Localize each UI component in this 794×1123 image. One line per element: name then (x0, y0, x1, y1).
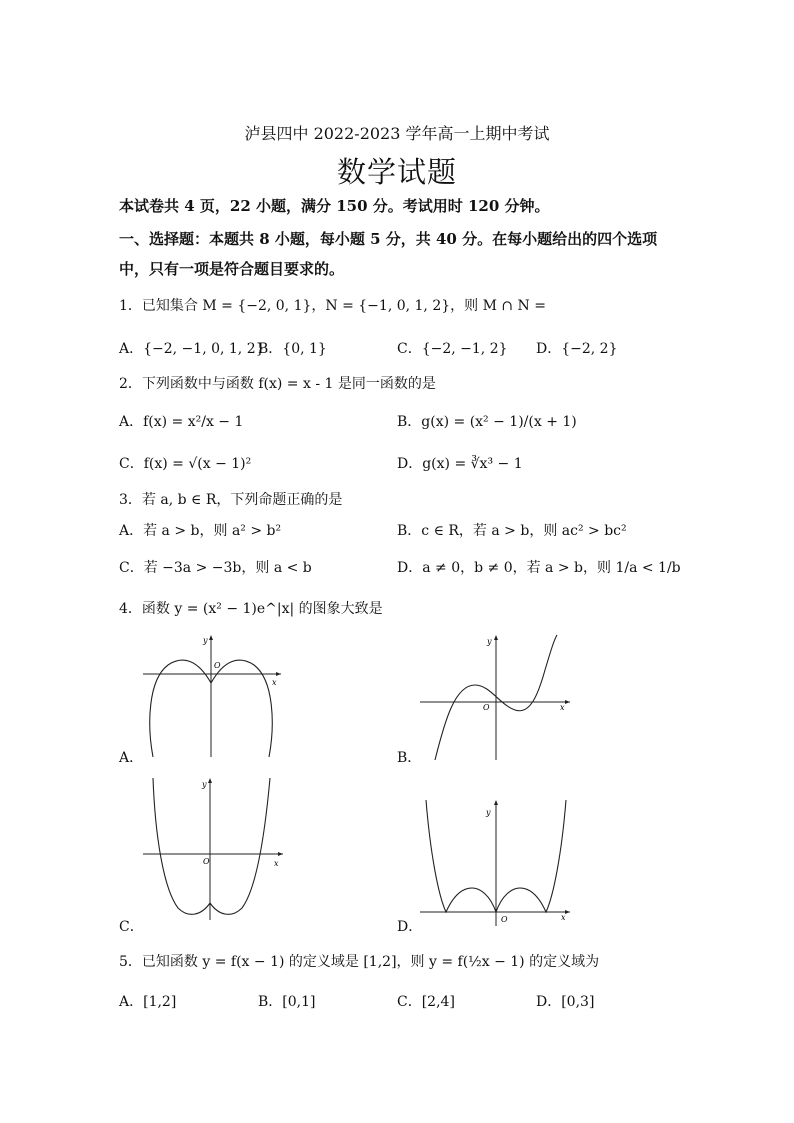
question-5-option-c: C．[2,4] (397, 994, 455, 1010)
exam-info: 本试卷共 4 页，22 小题，满分 150 分。考试用时 120 分钟。 (119, 197, 550, 215)
question-4-option-c: C． (119, 919, 144, 935)
question-5-option-d: D．[0,3] (536, 994, 595, 1010)
question-3-option-a: A．若 a > b，则 a² > b² (119, 523, 282, 539)
graph-a-origin-label: O (214, 661, 221, 670)
question-3-option-c: C．若 −3a > −3b，则 a < b (119, 560, 312, 576)
question-3-stem: 3．若 a, b ∈ R，下列命题正确的是 (119, 492, 343, 508)
section-heading-line1: 一、选择题：本题共 8 小题，每小题 5 分，共 40 分。在每小题给出的四个选项 (119, 230, 658, 248)
graph-b-origin-label: O (483, 703, 490, 712)
question-1-option-a: A．{−2, −1, 0, 1, 2} (119, 341, 265, 357)
question-2-option-d: D．g(x) = ∛x³ − 1 (397, 456, 523, 472)
graph-d-y-label: y (486, 808, 491, 817)
question-5-stem: 5．已知函数 y = f(x − 1) 的定义域是 [1,2]，则 y = f(½x − 1) 的定义域为 (119, 954, 600, 970)
graph-d-x-label: x (561, 913, 566, 922)
graph-b-x-label: x (560, 703, 565, 712)
question-4-stem: 4．函数 y = (x² − 1)e^|x| 的图象大致是 (119, 601, 383, 617)
question-3-option-b: B．c ∈ R，若 a > b，则 ac² > bc² (397, 523, 627, 539)
question-2-option-b: B．g(x) = (x² − 1)/(x + 1) (397, 414, 577, 430)
question-5-option-b: B．[0,1] (258, 994, 316, 1010)
question-2-option-a: A．f(x) = x²/x − 1 (119, 414, 244, 430)
graph-option-d (420, 800, 572, 926)
section-heading-line2: 中，只有一项是符合题目要求的。 (119, 260, 345, 278)
question-1-option-c: C．{−2, −1, 2} (397, 341, 508, 357)
question-4-option-d: D． (397, 919, 423, 935)
graph-a-x-label: x (272, 678, 277, 687)
graph-c-x-label: x (274, 859, 279, 868)
question-3-option-d: D．a ≠ 0，b ≠ 0，若 a > b，则 1/a < 1/b (397, 560, 681, 576)
graph-d-origin-label: O (501, 915, 508, 924)
subject-title: 数学试题 (336, 155, 457, 189)
graph-option-a (143, 635, 283, 757)
question-1-option-b: B．{0, 1} (258, 341, 327, 357)
question-5-option-a: A．[1,2] (119, 994, 177, 1010)
question-4-option-a: A． (119, 750, 144, 766)
graph-c-origin-label: O (203, 857, 210, 866)
graph-a-y-label: y (203, 636, 208, 645)
question-2-stem: 2．下列函数中与函数 f(x) = x - 1 是同一函数的是 (119, 376, 436, 392)
graph-b-y-label: y (487, 637, 492, 646)
graph-option-c (143, 778, 285, 920)
question-1-option-d: D．{−2, 2} (536, 341, 618, 357)
graph-option-b (420, 635, 572, 760)
question-1-stem: 1．已知集合 M = {−2, 0, 1}，N = {−1, 0, 1, 2}，则 M ∩ N = (119, 298, 546, 314)
graph-c-y-label: y (202, 780, 207, 789)
exam-title: 泸县四中 2022-2023 学年高一上期中考试 (244, 124, 550, 143)
question-2-option-c: C．f(x) = √(x − 1)² (119, 456, 252, 472)
question-4-option-b: B． (397, 750, 422, 766)
